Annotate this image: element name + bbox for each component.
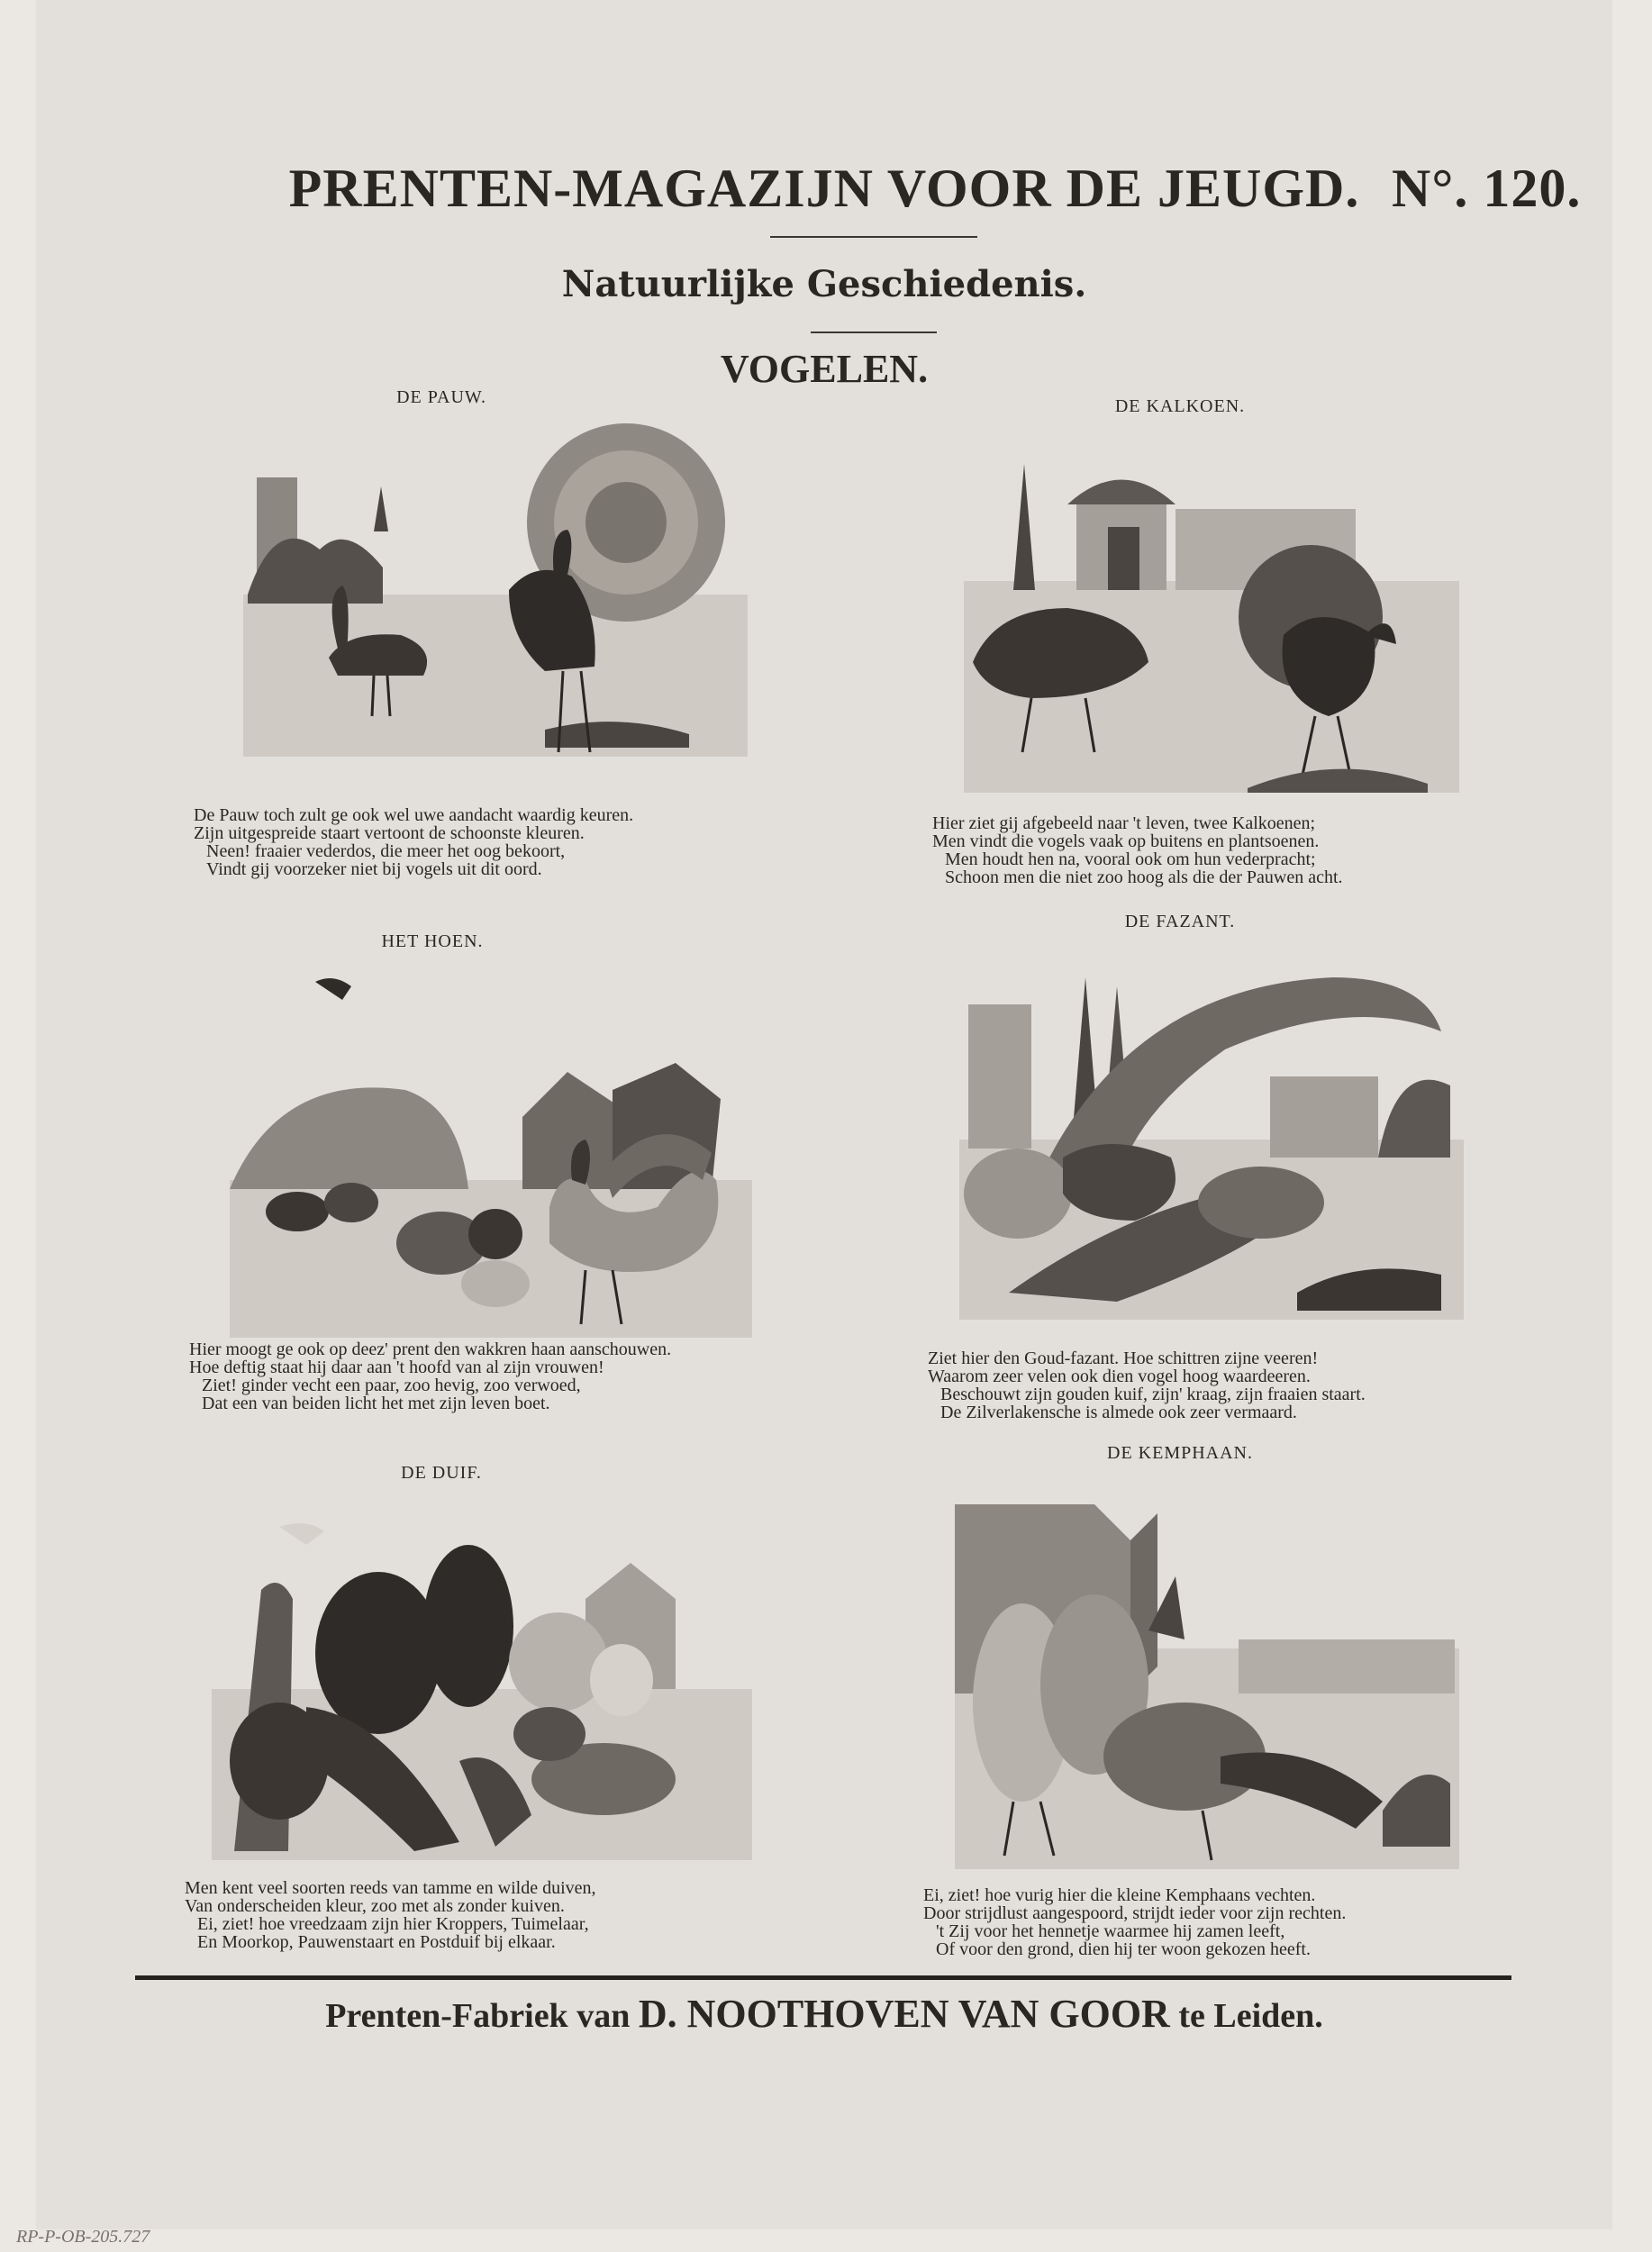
pigeon-engraving <box>207 1491 757 1865</box>
verse-de-pauw: De Pauw toch zult ge ook wel uwe aandacht waardig keuren. Zijn uitgespreide staart vertoont de schoonste kleuren. Neen! fraaier vederdos, die meer het oog bekoort, Vindt gij voorzeker niet bij vogels uit dit oord. <box>194 805 634 879</box>
caption-het-hoen: HET HOEN. <box>381 931 484 951</box>
verse-de-kemphaan: Ei, ziet! hoe vurig hier die kleine Kemphaans vechten. Door strijdlust aangespoord, strijdt ieder voor zijn rechten. 't Zij voor het hennetje waarmee hij zamen leeft, Of voor den grond, dien hij ter woon gekozen heeft. <box>923 1885 1347 1959</box>
caption-de-pauw: DE PAUW. <box>396 387 486 407</box>
verse-de-kalkoen: Hier ziet gij afgebeeld naar 't leven, twee Kalkoenen; Men vindt die vogels vaak op buitens en plantsoenen. Men houdt hen na, vooral ook om hun vederpracht; Schoon men die niet zoo hoog als die der Pauwen acht. <box>932 813 1343 887</box>
section-heading: VOGELEN. <box>720 347 929 391</box>
ruff-engraving <box>950 1486 1464 1874</box>
turkey-engraving <box>959 428 1464 797</box>
publisher-footer: Prenten-Fabriek van D. NOOTHOVEN VAN GOOR te Leiden. <box>325 1992 1323 2036</box>
pheasant-engraving <box>955 932 1468 1324</box>
publisher-name: D. NOOTHOVEN VAN GOOR <box>638 1992 1170 2036</box>
magazine-title: PRENTEN-MAGAZIJN VOOR DE JEUGD. N°. 120. <box>288 159 1582 218</box>
print-sheet <box>36 0 1612 2229</box>
subtitle: Natuurlijke Geschiedenis. <box>561 263 1087 305</box>
verse-de-fazant: Ziet hier den Goud-fazant. Hoe schittren zijne veeren! Waarom zeer velen ook dien vogel hoog waardeeren. Beschouwt zijn gouden kuif, zijn' kraag, zijn fraaien staart. De Zilverlakensche is almede ook zeer vermaard. <box>928 1348 1366 1422</box>
caption-de-kemphaan: DE KEMPHAAN. <box>1107 1443 1253 1463</box>
title-divider <box>770 236 977 238</box>
peacock-engraving <box>239 414 752 761</box>
issue-number: N°. 120. <box>1392 159 1582 218</box>
caption-de-fazant: DE FAZANT. <box>1124 912 1236 931</box>
caption-de-kalkoen: DE KALKOEN. <box>1114 396 1246 416</box>
caption-de-duif: DE DUIF. <box>401 1463 482 1483</box>
footer-rule <box>135 1975 1511 1980</box>
inventory-number: RP-P-OB-205.727 <box>16 2227 150 2247</box>
verse-het-hoen: Hier moogt ge ook op deez' prent den wakkren haan aanschouwen. Hoe deftig staat hij daar aan 't hoofd van al zijn vrouwen! Ziet! ginder vecht een paar, zoo hevig, zoo verwoed, Dat een van beiden licht het met zijn leven boet. <box>189 1339 672 1413</box>
verse-de-duif: Men kent veel soorten reeds van tamme en wilde duiven, Van onderscheiden kleur, zoo met als zonder kuiven. Ei, ziet! hoe vreedzaam zijn hier Kroppers, Tuimelaar, En Moorkop, Pauwenstaart en Postduif bij elkaar. <box>185 1878 596 1952</box>
subtitle-divider <box>811 331 937 333</box>
chicken-engraving <box>225 973 757 1342</box>
